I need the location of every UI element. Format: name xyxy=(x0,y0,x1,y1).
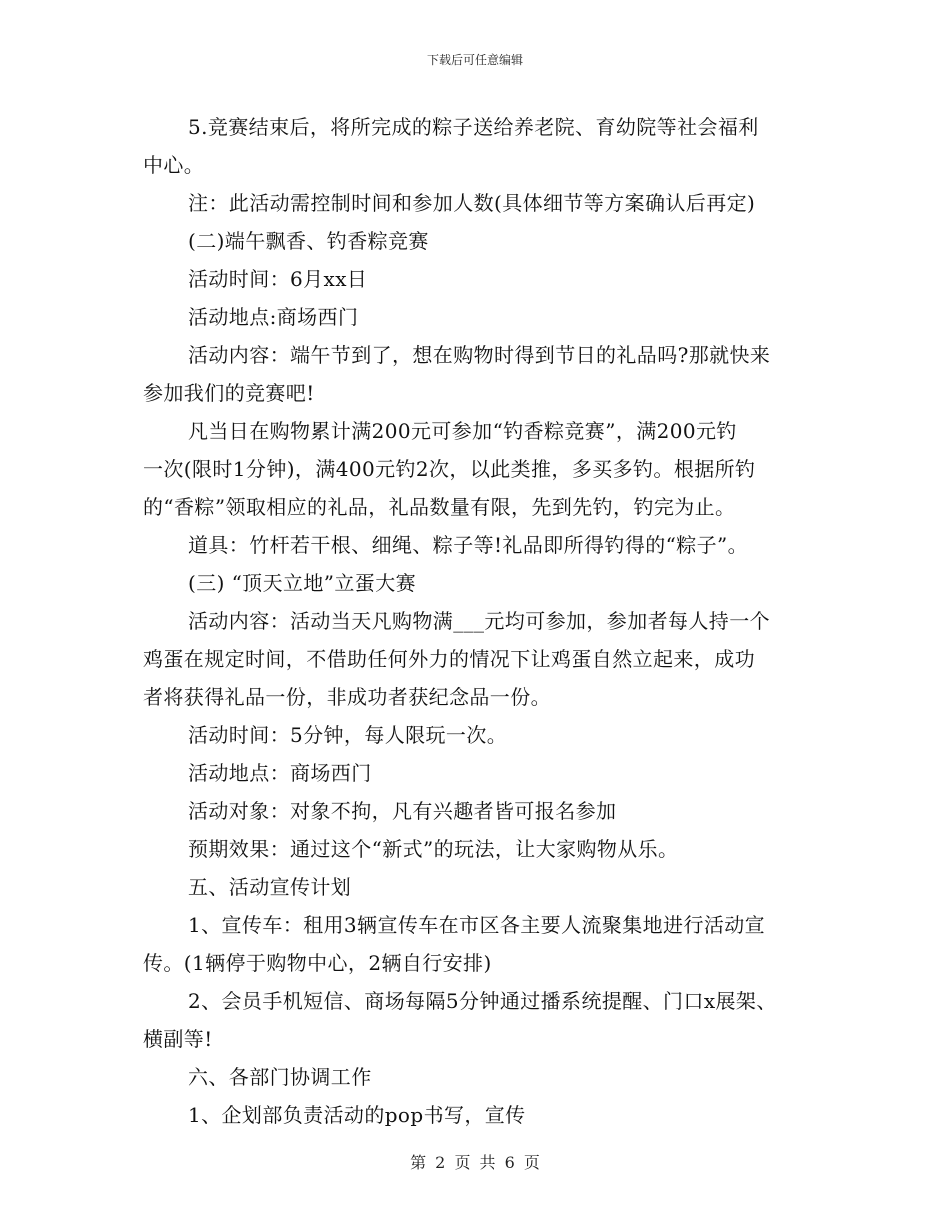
paragraph-line: 活动地点：商场西门 xyxy=(188,761,372,785)
paragraph-line: 鸡蛋在规定时间，不借助任何外力的情况下让鸡蛋自然立起来，成功 xyxy=(143,647,755,671)
paragraph-line: 1、企划部负责活动的pop书写，宣传 xyxy=(188,1103,526,1127)
paragraph-line: 参加我们的竞赛吧! xyxy=(143,381,315,405)
paragraph-line: 活动内容：活动当天凡购物满___元均可参加，参加者每人持一个 xyxy=(188,609,770,633)
paragraph-line: 道具：竹杆若干根、细绳、粽子等!礼品即所得钓得的“粽子”。 xyxy=(188,533,749,557)
paragraph-line: 一次(限时1分钟)，满400元钓2次，以此类推，多买多钓。根据所钓 xyxy=(143,457,756,481)
paragraph-line: 横副等! xyxy=(143,1027,213,1051)
paragraph-line: 中心。 xyxy=(143,153,205,177)
paragraph-line: 活动对象：对象不拘，凡有兴趣者皆可报名参加 xyxy=(188,799,617,823)
paragraph-line: 5.竞赛结束后，将所完成的粽子送给养老院、育幼院等社会福利 xyxy=(188,115,759,139)
paragraph-line: 1、宣传车：租用3辆宣传车在市区各主要人流聚集地进行活动宣 xyxy=(188,913,766,937)
paragraph-line: 注：此活动需控制时间和参加人数(具体细节等方案确认后再定) xyxy=(188,191,756,215)
paragraph-line: 活动时间：5分钟，每人限玩一次。 xyxy=(188,723,508,747)
paragraph-line: (二)端午飘香、钓香粽竞赛 xyxy=(188,229,429,253)
paragraph-line: 活动地点:商场西门 xyxy=(188,305,359,329)
paragraph-line: 2、会员手机短信、商场每隔5分钟通过播系统提醒、门口x展架、 xyxy=(188,989,777,1013)
paragraph-line: 活动内容：端午节到了，想在购物时得到节日的礼品吗?那就快来 xyxy=(188,343,771,367)
paragraph-line: 六、各部门协调工作 xyxy=(188,1065,372,1089)
paragraph-line: (三) “顶天立地”立蛋大赛 xyxy=(188,571,417,595)
paragraph-line: 的“香粽”领取相应的礼品，礼品数量有限，先到先钓，钓完为止。 xyxy=(143,495,736,519)
paragraph-line: 活动时间：6月xx日 xyxy=(188,267,368,291)
paragraph-line: 预期效果：通过这个“新式”的玩法，让大家购物从乐。 xyxy=(188,837,679,861)
page-footer: 第 2 页 共 6 页 xyxy=(410,1153,540,1172)
paragraph-line: 者将获得礼品一份，非成功者获纪念品一份。 xyxy=(143,685,551,709)
document-body xyxy=(143,108,823,1134)
paragraph-line: 五、活动宣传计划 xyxy=(188,875,352,899)
paragraph-line: 凡当日在购物累计满200元可参加“钓香粽竞赛”，满200元钓 xyxy=(188,419,737,443)
page-header: 下载后可任意编辑 xyxy=(426,53,523,67)
paragraph-line: 传。(1辆停于购物中心，2辆自行安排) xyxy=(143,951,492,975)
